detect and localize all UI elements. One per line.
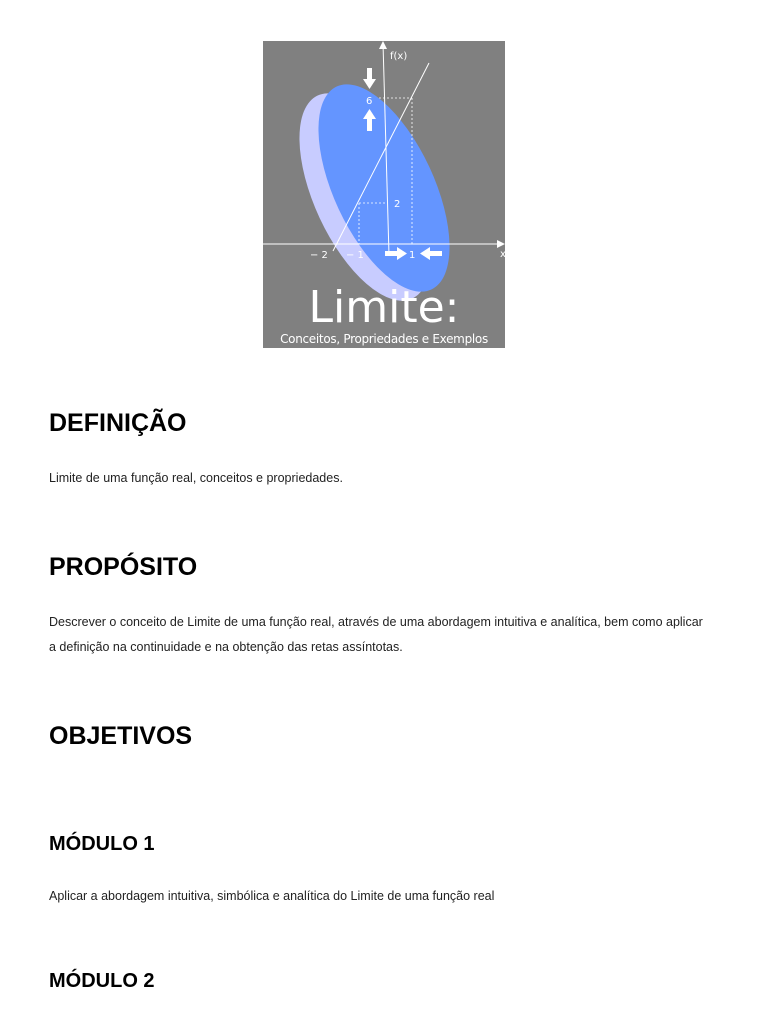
definicao-text: Limite de uma função real, conceitos e propriedades. <box>49 471 343 485</box>
section-heading-definicao: DEFINIÇÃO <box>49 409 187 437</box>
x-tick-minus-2: − 2 <box>310 250 328 261</box>
modulo-1-text: Aplicar a abordagem intuitiva, simbólica e analítica do Limite de uma função real <box>49 889 495 903</box>
cover-subtitle: Conceitos, Propriedades e Exemplos <box>280 332 488 346</box>
y-tick-2: 2 <box>394 199 401 210</box>
cover-image <box>263 41 505 348</box>
cover-title: Limite: <box>308 282 460 333</box>
section-heading-objetivos: OBJETIVOS <box>49 722 193 750</box>
x-axis-label: x <box>500 249 506 260</box>
y-tick-6: 6 <box>366 96 373 107</box>
y-axis-label: f(x) <box>390 51 408 62</box>
x-tick-minus-1: − 1 <box>346 250 364 261</box>
modulo-1-heading: MÓDULO 1 <box>49 833 155 855</box>
x-tick-1: 1 <box>409 250 416 261</box>
modulo-2-heading: MÓDULO 2 <box>49 970 155 992</box>
proposito-text: Descrever o conceito de Limite de uma função real, através de uma abordagem intuitiva e analítica, bem como aplicar a definição na continuidade e na obtenção das retas assíntotas. <box>49 615 703 654</box>
section-heading-proposito: PROPÓSITO <box>49 553 198 581</box>
